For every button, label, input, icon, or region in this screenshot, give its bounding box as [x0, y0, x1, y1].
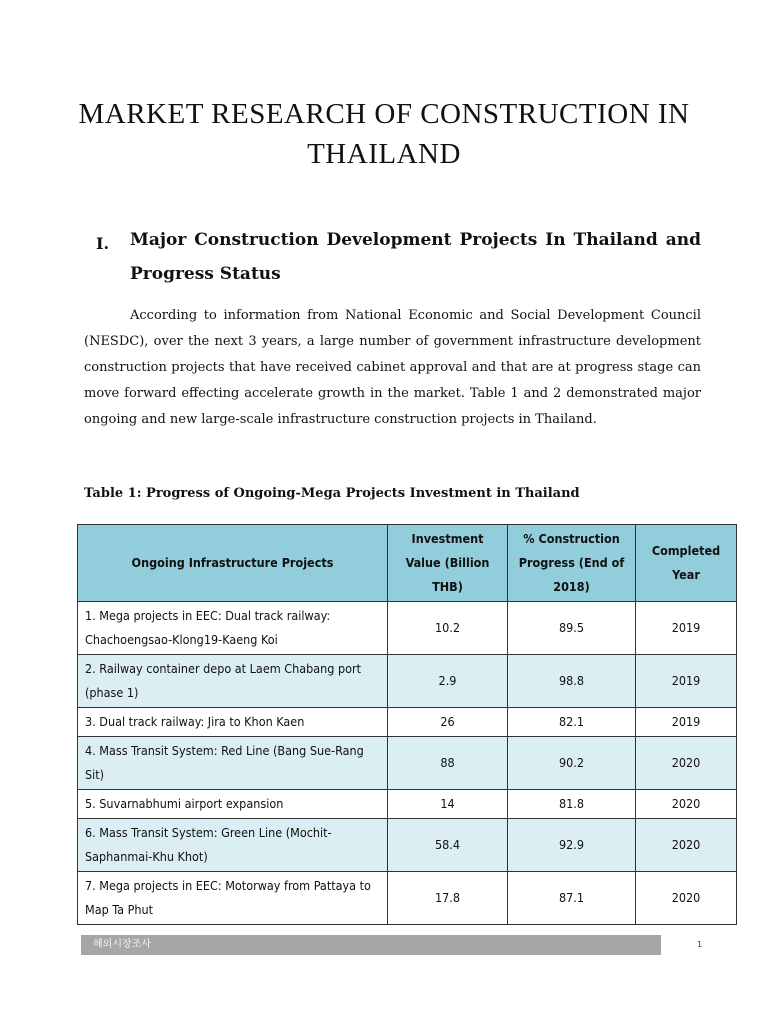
table-row: [78, 602, 737, 655]
projects-table: [77, 524, 737, 925]
table-row: [78, 737, 737, 790]
table-header-row: [78, 525, 737, 602]
construction-progress: 82.1: [508, 708, 636, 737]
table-row: [78, 790, 737, 819]
section-number: I.: [96, 234, 110, 253]
construction-progress: 89.5: [508, 602, 636, 655]
completed-year: 2020: [636, 819, 737, 872]
table-row: [78, 655, 737, 708]
investment-value: 58.4: [388, 819, 508, 872]
construction-progress: 90.2: [508, 737, 636, 790]
construction-progress: 92.9: [508, 819, 636, 872]
investment-value: 88: [388, 737, 508, 790]
document-title: MARKET RESEARCH OF CONSTRUCTION IN THAILAND: [78, 98, 690, 170]
project-name: 3. Dual track railway: Jira to Khon Kaen: [78, 708, 388, 737]
investment-value: 17.8: [388, 872, 508, 925]
footer-text: 해외시장조사: [93, 939, 151, 950]
completed-year: 2020: [636, 790, 737, 819]
project-name: 2. Railway container depo at Laem Chabang port (phase 1): [78, 655, 388, 708]
project-name: 4. Mass Transit System: Red Line (Bang Sue-Rang Sit): [78, 737, 388, 790]
table-row: [78, 872, 737, 925]
footer-bar: [81, 935, 661, 955]
project-name: 6. Mass Transit System: Green Line (Mochit-Saphanmai-Khu Khot): [78, 819, 388, 872]
section-heading: Major Construction Development Projects In Thailand and Progress Status: [130, 230, 701, 284]
table-caption: Table 1: Progress of Ongoing-Mega Projects Investment in Thailand: [84, 486, 580, 501]
completed-year: 2020: [636, 872, 737, 925]
construction-progress: 87.1: [508, 872, 636, 925]
completed-year: 2019: [636, 708, 737, 737]
table-row: [78, 819, 737, 872]
table-row: [78, 708, 737, 737]
investment-value: 14: [388, 790, 508, 819]
completed-year: 2019: [636, 602, 737, 655]
header-project: Ongoing Infrastructure Projects: [78, 525, 388, 602]
header-year: Completed Year: [636, 525, 737, 602]
intro-paragraph: According to information from National Economic and Social Development Council (NESDC), over the next 3 years, a large number of government infrastructure development construction projects that have received cabinet approval and that are at progress stage can move forward effecting accelerate growth in the market. Table 1 and 2 demonstrated major ongoing and new large-scale infrastructure construction projects in Thailand.: [84, 308, 701, 427]
page-number: 1: [697, 940, 703, 949]
investment-value: 26: [388, 708, 508, 737]
investment-value: 2.9: [388, 655, 508, 708]
header-progress: % Construction Progress (End of 2018): [508, 525, 636, 602]
project-name: 1. Mega projects in EEC: Dual track railway: Chachoengsao-Klong19-Kaeng Koi: [78, 602, 388, 655]
construction-progress: 98.8: [508, 655, 636, 708]
project-name: 7. Mega projects in EEC: Motorway from Pattaya to Map Ta Phut: [78, 872, 388, 925]
completed-year: 2019: [636, 655, 737, 708]
project-name: 5. Suvarnabhumi airport expansion: [78, 790, 388, 819]
header-investment: Investment Value (Billion THB): [388, 525, 508, 602]
investment-value: 10.2: [388, 602, 508, 655]
construction-progress: 81.8: [508, 790, 636, 819]
completed-year: 2020: [636, 737, 737, 790]
